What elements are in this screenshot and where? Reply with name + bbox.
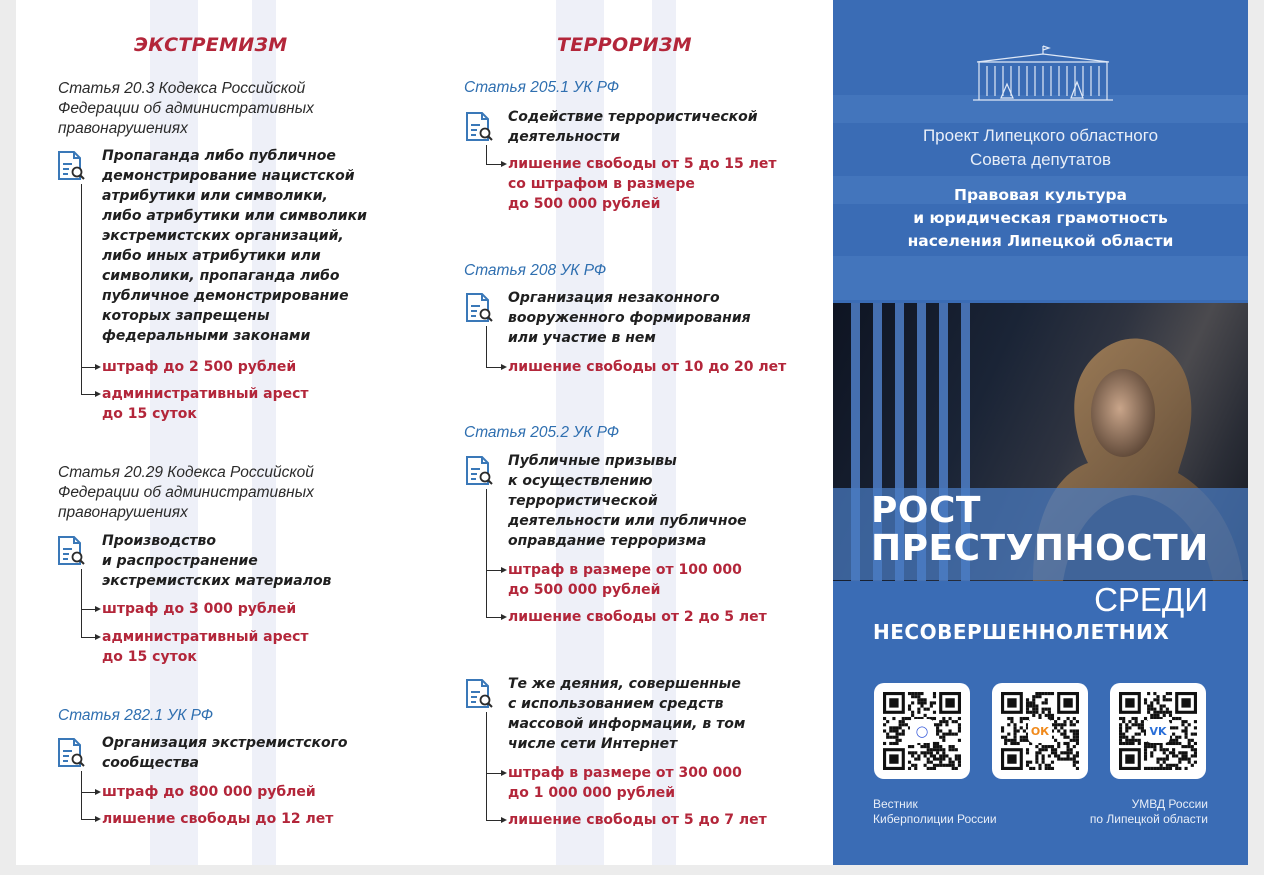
max-logo-icon: ◯ xyxy=(910,719,934,743)
document-search-icon xyxy=(464,292,494,324)
connector-branch xyxy=(81,394,96,395)
arrow-icon xyxy=(95,816,101,822)
connector-branch xyxy=(81,637,96,638)
offense-description: оправдание терроризма xyxy=(508,533,707,549)
cover-minors: НЕСОВЕРШЕННОЛЕТНИХ xyxy=(873,620,1170,644)
penalty-text: до 15 суток xyxy=(102,406,197,422)
article-ref: Статья 205.1 УК РФ xyxy=(464,79,620,96)
connector-branch xyxy=(81,792,96,793)
project-line-2: Совета депутатов xyxy=(969,150,1112,169)
arrow-icon xyxy=(95,391,101,397)
offense-description: экстремистских материалов xyxy=(102,573,332,589)
offense-description: Публичные призывы xyxy=(508,453,677,469)
arrow-icon xyxy=(95,634,101,640)
penalty-text: до 500 000 рублей xyxy=(508,582,661,598)
arrow-icon xyxy=(95,789,101,795)
council-building-icon xyxy=(969,40,1117,104)
penalty-text: штраф до 3 000 рублей xyxy=(102,601,297,617)
article-ref: Федерации об административных xyxy=(58,100,314,117)
penalty-text: до 500 000 рублей xyxy=(508,196,661,212)
brochure-page xyxy=(16,0,1248,865)
connector-branch xyxy=(486,164,502,165)
qr-code[interactable] xyxy=(874,683,970,779)
connector-line xyxy=(486,326,487,367)
arrow-icon xyxy=(501,161,507,167)
extremism-title: ЭКСТРЕМИЗМ xyxy=(134,34,288,56)
vk-logo-icon: VK xyxy=(1146,719,1170,743)
article-ref: Статья 208 УК РФ xyxy=(464,262,607,279)
connector-branch xyxy=(486,820,502,821)
penalty-text: административный арест xyxy=(102,386,309,402)
offense-description: экстремистских организаций, xyxy=(102,228,344,244)
penalty-text: до 15 суток xyxy=(102,649,197,665)
subtitle-line-3: населения Липецкой области xyxy=(907,232,1174,250)
offense-description: либо иных атрибутики или xyxy=(102,248,321,264)
offense-description: террористической xyxy=(508,493,658,509)
offense-description: Организация экстремистского xyxy=(102,735,348,751)
offense-description: которых запрещены xyxy=(102,308,270,324)
connector-line xyxy=(486,145,487,164)
arrow-icon xyxy=(501,364,507,370)
penalty-text: лишение свободы до 12 лет xyxy=(102,811,334,827)
penalty-text: штраф до 800 000 рублей xyxy=(102,784,316,800)
penalty-text: лишение свободы от 5 до 7 лет xyxy=(508,812,767,828)
offense-description: атрибутики или символики, xyxy=(102,188,328,204)
offense-description: демонстрирование нацистской xyxy=(102,168,355,184)
document-search-icon xyxy=(56,737,86,769)
connector-branch xyxy=(81,819,96,820)
cover-title-line-1: РОСТ xyxy=(871,490,981,531)
decor-band xyxy=(833,256,1248,300)
offense-description: федеральными законами xyxy=(102,328,311,344)
article-ref: правонарушениях xyxy=(58,504,188,521)
subtitle-line-2: и юридическая грамотность xyxy=(913,209,1168,227)
connector-branch xyxy=(486,773,502,774)
offense-description: символики, пропаганда либо xyxy=(102,268,340,284)
connector-branch xyxy=(81,609,96,610)
offense-description: к осуществлению xyxy=(508,473,653,489)
connector-branch xyxy=(486,570,502,571)
document-search-icon xyxy=(56,150,86,182)
document-search-icon xyxy=(464,678,494,710)
connector-line xyxy=(81,771,82,819)
offense-description: массовой информации, в том xyxy=(508,716,746,732)
offense-description: деятельности xyxy=(508,129,621,145)
project-line-1: Проект Липецкого областного xyxy=(922,126,1159,145)
article-ref: Статья 20.29 Кодекса Российской xyxy=(58,464,314,481)
document-search-icon xyxy=(56,535,86,567)
caption-left-line-1: Вестник xyxy=(873,797,918,811)
caption-right-line-2: по Липецкой области xyxy=(1089,812,1208,826)
document-search-icon xyxy=(464,111,494,143)
ok-logo-icon: ОК xyxy=(1028,719,1052,743)
penalty-text: со штрафом в размере xyxy=(508,176,695,192)
penalty-text: лишение свободы от 5 до 15 лет xyxy=(508,156,777,172)
connector-branch xyxy=(81,367,96,368)
article-ref: Статья 20.3 Кодекса Российской xyxy=(58,80,306,97)
article-ref: Статья 282.1 УК РФ xyxy=(58,707,214,724)
penalty-text: до 1 000 000 рублей xyxy=(508,785,676,801)
offense-description: Пропаганда либо публичное xyxy=(102,148,336,164)
offense-description: деятельности или публичное xyxy=(508,513,747,529)
offense-description: либо атрибутики или символики xyxy=(102,208,367,224)
offense-description: вооруженного формирования xyxy=(508,310,751,326)
connector-line xyxy=(486,489,487,617)
article-ref: правонарушениях xyxy=(58,120,188,137)
offense-description: сообщества xyxy=(102,755,200,771)
penalty-text: штраф в размере от 100 000 xyxy=(508,562,742,578)
qr-code[interactable] xyxy=(1110,683,1206,779)
article-ref: Статья 205.2 УК РФ xyxy=(464,424,620,441)
offense-description: Организация незаконного xyxy=(508,290,720,306)
arrow-icon xyxy=(501,567,507,573)
offense-description: или участие в нем xyxy=(508,330,656,346)
offense-description: Содействие террористической xyxy=(508,109,758,125)
caption-left-line-2: Киберполиции России xyxy=(873,812,997,826)
cover-panel xyxy=(833,0,1248,865)
caption-right xyxy=(1090,797,1208,827)
document-search-icon xyxy=(464,455,494,487)
terrorism-title: ТЕРРОРИЗМ xyxy=(557,34,692,56)
caption-right-line-1: УМВД России xyxy=(1131,797,1208,811)
arrow-icon xyxy=(95,606,101,612)
arrow-icon xyxy=(501,614,507,620)
offense-description: с использованием средств xyxy=(508,696,724,712)
connector-line xyxy=(81,569,82,637)
penalty-text: лишение свободы от 10 до 20 лет xyxy=(508,359,787,375)
arrow-icon xyxy=(501,817,507,823)
connector-line xyxy=(486,712,487,820)
connector-line xyxy=(81,184,82,394)
arrow-icon xyxy=(95,364,101,370)
penalty-text: лишение свободы от 2 до 5 лет xyxy=(508,609,767,625)
penalty-text: штраф в размере от 300 000 xyxy=(508,765,742,781)
connector-branch xyxy=(486,617,502,618)
article-ref: Федерации об административных xyxy=(58,484,314,501)
offense-description: публичное демонстрирование xyxy=(102,288,349,304)
subtitle-line-1: Правовая культура xyxy=(953,186,1128,204)
offense-description: Те же деяния, совершенные xyxy=(508,676,741,692)
penalty-text: штраф до 2 500 рублей xyxy=(102,359,297,375)
offense-description: Производство xyxy=(102,533,216,549)
qr-code[interactable] xyxy=(992,683,1088,779)
connector-branch xyxy=(486,367,502,368)
cover-among: СРЕДИ xyxy=(1094,581,1208,618)
offense-description: и распространение xyxy=(102,553,258,569)
cover-title-line-2: ПРЕСТУПНОСТИ xyxy=(871,528,1209,569)
penalty-text: административный арест xyxy=(102,629,309,645)
caption-left xyxy=(873,797,997,827)
arrow-icon xyxy=(501,770,507,776)
offense-description: числе сети Интернет xyxy=(508,736,678,752)
